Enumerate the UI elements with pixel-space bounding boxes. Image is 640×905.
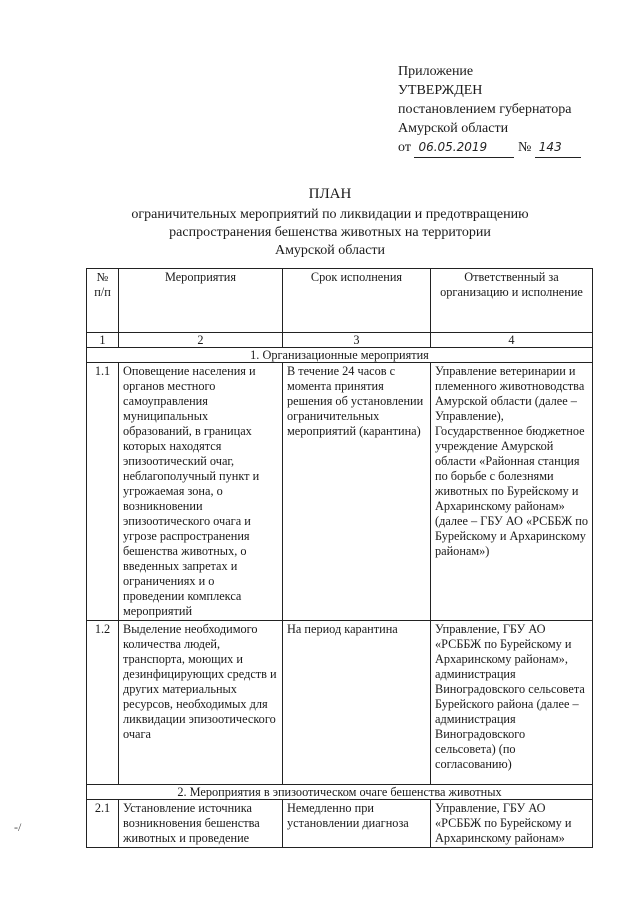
header-cell: Срок исполнения: [283, 269, 431, 333]
section-row: [87, 348, 593, 363]
document-title: [90, 185, 570, 260]
measure-text: Установление источника возникновения бешенства животных и проведение: [123, 801, 260, 845]
title-line: распространения бешенства животных на территории: [169, 225, 491, 240]
header-cell: Мероприятия: [119, 269, 283, 333]
table-header-row: [87, 269, 593, 333]
title-heading: ПЛАН: [308, 186, 352, 202]
approval-date-line: [398, 138, 581, 158]
number-value: 143: [535, 138, 581, 158]
term-cell: На период карантина: [283, 621, 431, 785]
table-row: [87, 621, 593, 785]
header-cell: Ответственный за организацию и исполнение: [431, 269, 593, 333]
date-value: 06.05.2019: [414, 138, 514, 158]
number-prefix: №: [517, 140, 532, 155]
section-title: 2. Мероприятия в эпизоотическом очаге бешенства животных: [87, 785, 593, 800]
section-title: 1. Организационные мероприятия: [87, 348, 593, 363]
title-line: Амурской области: [274, 243, 386, 258]
title-line: ограничительных мероприятий по ликвидации и предотвращению: [131, 207, 529, 222]
responsible-cell: Управление, ГБУ АО «РСББЖ по Бурейскому и Архаринскому районам»: [431, 800, 593, 848]
plan-table: [86, 268, 593, 848]
approval-line: УТВЕРЖДЕН: [398, 83, 483, 98]
column-index-row: [87, 333, 593, 348]
approval-line: постановлением губернатора: [398, 102, 572, 117]
term-cell: В течение 24 часов с момента принятия решения об установлении ограничительных мероприятий (карантина): [283, 363, 431, 621]
index-cell: 1: [87, 333, 119, 348]
table-row: [87, 800, 593, 848]
responsible-cell: Управление, ГБУ АО «РСББЖ по Бурейскому и Архаринскому районам», администрация Виноградовского сельсовета Бурейского района (далее – администрация Виноградовского сельсовета) (по согласованию): [431, 621, 593, 785]
index-cell: 2: [119, 333, 283, 348]
index-cell: 4: [431, 333, 593, 348]
approval-block: [398, 62, 581, 158]
approval-line: Амурской области: [398, 121, 509, 136]
row-number: 1.1: [87, 363, 119, 621]
header-cell: № п/п: [87, 269, 119, 333]
measure-cell: Выделение необходимого количества людей, транспорта, моющих и дезинфицирующих средств и других материальных ресурсов, необходимых для ликвидации эпизоотического очага: [119, 621, 283, 785]
responsible-cell: Управление ветеринарии и племенного животноводства Амурской области (далее – Управление), Государственное бюджетное учреждение Амурской области «Районная станция по борьбе с болезнями животных по Бурейскому и Архаринскому районам» (далее – ГБУ АО «РСББЖ по Бурейскому и Архаринскому районам»): [431, 363, 593, 621]
margin-mark: -/: [14, 820, 22, 834]
row-number: 1.2: [87, 621, 119, 785]
term-cell: Немедленно при установлении диагноза: [283, 800, 431, 848]
table-row: [87, 363, 593, 621]
section-row: [87, 785, 593, 800]
index-cell: 3: [283, 333, 431, 348]
measure-cell: Оповещение населения и органов местного самоуправления муниципальных образований, в границах которых находятся эпизоотический очаг, неблагополучный пункт и угрожаемая зона, о возникновении эпизоотического очага и угрозе распространения бешенства животных, о введенных запретах и ограничениях и о проведении комплекса мероприятий: [119, 363, 283, 621]
approval-line: Приложение: [398, 64, 474, 79]
row-number: 2.1: [87, 800, 119, 848]
date-prefix: от: [398, 140, 411, 155]
measure-cell: [119, 800, 283, 848]
